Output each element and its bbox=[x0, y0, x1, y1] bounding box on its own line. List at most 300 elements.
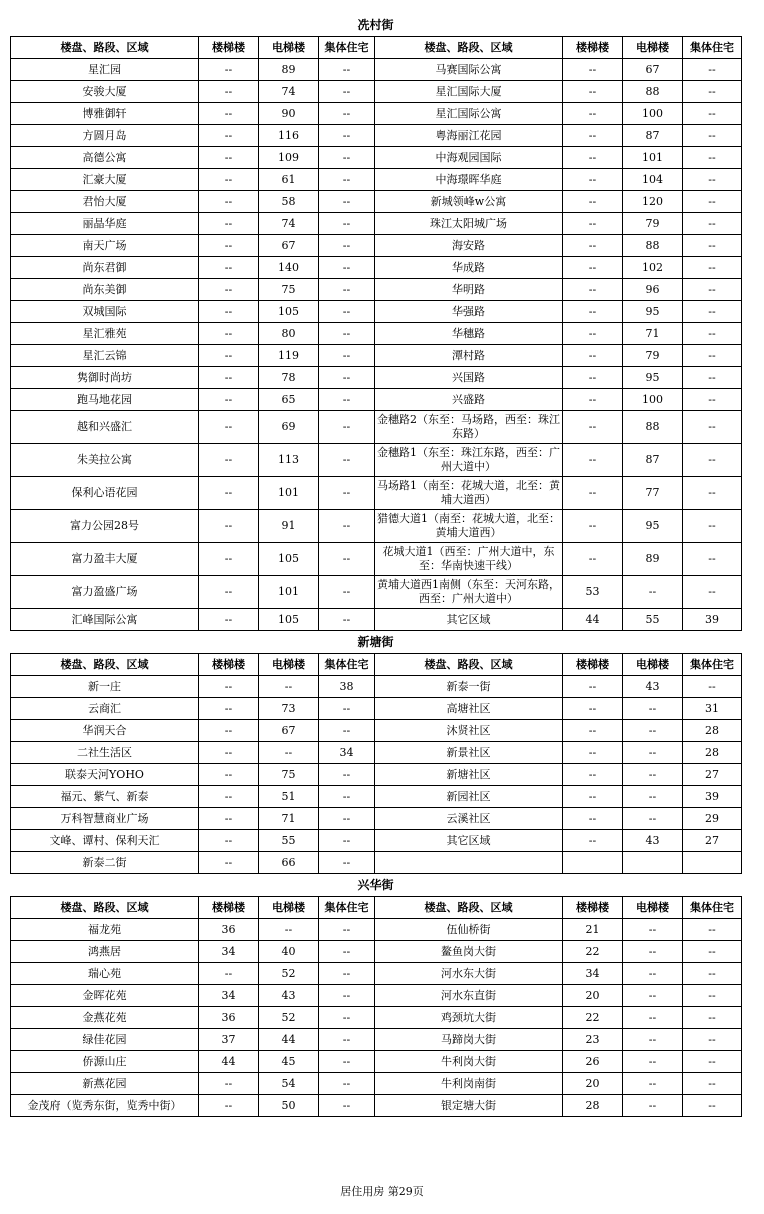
location-cell: 马赛国际公寓 bbox=[375, 59, 563, 81]
price-cell: -- bbox=[563, 786, 623, 808]
price-cell: 37 bbox=[199, 1029, 259, 1051]
price-cell: -- bbox=[623, 786, 683, 808]
price-cell: 52 bbox=[259, 963, 319, 985]
location-cell: 尚东君御 bbox=[11, 257, 199, 279]
location-cell: 新城领峰w公寓 bbox=[375, 191, 563, 213]
price-cell: 91 bbox=[259, 510, 319, 543]
column-header: 楼梯楼 bbox=[199, 897, 259, 919]
price-cell: -- bbox=[623, 720, 683, 742]
section-xintang bbox=[10, 631, 741, 874]
column-header: 电梯楼 bbox=[623, 897, 683, 919]
location-cell: 跑马地花园 bbox=[11, 389, 199, 411]
location-cell: 侨源山庄 bbox=[11, 1051, 199, 1073]
price-cell: 34 bbox=[563, 963, 623, 985]
price-cell: -- bbox=[199, 444, 259, 477]
price-cell: 67 bbox=[259, 235, 319, 257]
price-cell: 95 bbox=[623, 367, 683, 389]
price-cell: -- bbox=[563, 543, 623, 576]
table-row bbox=[11, 676, 742, 698]
table-row bbox=[11, 1051, 742, 1073]
price-cell: 53 bbox=[563, 576, 623, 609]
price-cell: -- bbox=[199, 764, 259, 786]
location-cell: 君怡大厦 bbox=[11, 191, 199, 213]
price-cell: 71 bbox=[623, 323, 683, 345]
location-cell: 河水东大街 bbox=[375, 963, 563, 985]
price-cell: -- bbox=[683, 81, 742, 103]
price-cell: -- bbox=[623, 941, 683, 963]
price-cell: -- bbox=[319, 367, 375, 389]
price-cell: 140 bbox=[259, 257, 319, 279]
location-cell: 瑞心苑 bbox=[11, 963, 199, 985]
table-row bbox=[11, 279, 742, 301]
price-cell: -- bbox=[563, 103, 623, 125]
price-cell: -- bbox=[319, 852, 375, 874]
price-cell: -- bbox=[199, 676, 259, 698]
price-cell: -- bbox=[563, 764, 623, 786]
price-cell: -- bbox=[319, 323, 375, 345]
location-cell: 新泰一街 bbox=[375, 676, 563, 698]
price-cell: 28 bbox=[683, 742, 742, 764]
price-cell: 27 bbox=[683, 764, 742, 786]
location-cell: 汇豪大厦 bbox=[11, 169, 199, 191]
location-cell: 金穗路1（东至：珠江东路，西至：广州大道中） bbox=[375, 444, 563, 477]
location-cell: 福龙苑 bbox=[11, 919, 199, 941]
location-cell: 富力公园28号 bbox=[11, 510, 199, 543]
price-cell: 44 bbox=[563, 609, 623, 631]
price-cell: -- bbox=[683, 1007, 742, 1029]
price-cell: 95 bbox=[623, 510, 683, 543]
location-cell: 其它区域 bbox=[375, 830, 563, 852]
price-cell: -- bbox=[623, 764, 683, 786]
location-cell: 博雅御轩 bbox=[11, 103, 199, 125]
price-cell: -- bbox=[199, 576, 259, 609]
price-cell: 88 bbox=[623, 235, 683, 257]
price-cell: -- bbox=[319, 147, 375, 169]
price-cell: 101 bbox=[623, 147, 683, 169]
price-cell: -- bbox=[199, 786, 259, 808]
price-cell: -- bbox=[199, 411, 259, 444]
price-cell: -- bbox=[683, 444, 742, 477]
table-row bbox=[11, 301, 742, 323]
price-cell: 96 bbox=[623, 279, 683, 301]
price-cell: 55 bbox=[259, 830, 319, 852]
price-cell: 58 bbox=[259, 191, 319, 213]
price-cell: 95 bbox=[623, 301, 683, 323]
column-header: 集体住宅 bbox=[683, 37, 742, 59]
column-header: 集体住宅 bbox=[683, 654, 742, 676]
location-cell: 绿佳花园 bbox=[11, 1029, 199, 1051]
column-header: 电梯楼 bbox=[259, 897, 319, 919]
price-cell: -- bbox=[683, 576, 742, 609]
location-cell: 花城大道1（西至：广州大道中，东至：华南快速干线） bbox=[375, 543, 563, 576]
location-cell: 华强路 bbox=[375, 301, 563, 323]
price-cell: -- bbox=[683, 59, 742, 81]
price-cell: -- bbox=[259, 919, 319, 941]
price-cell: -- bbox=[199, 235, 259, 257]
location-cell: 马场路1（南至：花城大道，北至：黄埔大道西） bbox=[375, 477, 563, 510]
price-cell: 21 bbox=[563, 919, 623, 941]
column-header: 集体住宅 bbox=[319, 897, 375, 919]
column-header: 楼梯楼 bbox=[199, 654, 259, 676]
price-cell bbox=[623, 852, 683, 874]
price-cell: 87 bbox=[623, 125, 683, 147]
price-cell: -- bbox=[683, 147, 742, 169]
location-cell: 其它区域 bbox=[375, 609, 563, 631]
price-cell: -- bbox=[563, 367, 623, 389]
location-cell: 云商汇 bbox=[11, 698, 199, 720]
location-cell: 海安路 bbox=[375, 235, 563, 257]
table-row bbox=[11, 235, 742, 257]
price-cell: -- bbox=[683, 510, 742, 543]
price-cell: -- bbox=[199, 720, 259, 742]
price-cell: -- bbox=[563, 389, 623, 411]
price-cell: -- bbox=[319, 720, 375, 742]
location-cell: 兴盛路 bbox=[375, 389, 563, 411]
location-cell: 双城国际 bbox=[11, 301, 199, 323]
price-cell: 28 bbox=[683, 720, 742, 742]
price-cell: 55 bbox=[623, 609, 683, 631]
price-cell: 104 bbox=[623, 169, 683, 191]
table-row bbox=[11, 81, 742, 103]
location-cell: 华穗路 bbox=[375, 323, 563, 345]
table-row bbox=[11, 345, 742, 367]
location-cell: 福元、紫气、新泰 bbox=[11, 786, 199, 808]
price-cell: 34 bbox=[199, 985, 259, 1007]
price-cell: -- bbox=[199, 103, 259, 125]
table-row bbox=[11, 609, 742, 631]
price-cell: -- bbox=[563, 444, 623, 477]
price-cell: 40 bbox=[259, 941, 319, 963]
table-row bbox=[11, 191, 742, 213]
price-cell: -- bbox=[199, 1073, 259, 1095]
price-cell: 88 bbox=[623, 411, 683, 444]
price-cell: 73 bbox=[259, 698, 319, 720]
price-cell: -- bbox=[199, 345, 259, 367]
location-cell: 鸿燕居 bbox=[11, 941, 199, 963]
price-cell: 69 bbox=[259, 411, 319, 444]
table-row bbox=[11, 1095, 742, 1117]
price-cell: 77 bbox=[623, 477, 683, 510]
price-cell: -- bbox=[683, 477, 742, 510]
location-cell: 富力盈丰大厦 bbox=[11, 543, 199, 576]
column-header: 楼盘、路段、区域 bbox=[375, 897, 563, 919]
price-cell: -- bbox=[199, 301, 259, 323]
price-cell: -- bbox=[319, 103, 375, 125]
column-header: 楼盘、路段、区域 bbox=[375, 37, 563, 59]
price-cell: -- bbox=[319, 543, 375, 576]
location-cell: 华明路 bbox=[375, 279, 563, 301]
price-cell: -- bbox=[319, 125, 375, 147]
price-cell: 67 bbox=[259, 720, 319, 742]
price-cell: -- bbox=[199, 852, 259, 874]
price-cell: -- bbox=[563, 510, 623, 543]
price-cell: -- bbox=[623, 1051, 683, 1073]
price-cell: 87 bbox=[623, 444, 683, 477]
table-row bbox=[11, 543, 742, 576]
price-cell: -- bbox=[683, 345, 742, 367]
table-row bbox=[11, 411, 742, 444]
table-row bbox=[11, 963, 742, 985]
price-cell: -- bbox=[319, 919, 375, 941]
location-cell: 新泰二街 bbox=[11, 852, 199, 874]
location-cell: 银定塘大街 bbox=[375, 1095, 563, 1117]
price-cell: -- bbox=[683, 169, 742, 191]
price-cell: -- bbox=[683, 543, 742, 576]
location-cell: 新燕花园 bbox=[11, 1073, 199, 1095]
table-row bbox=[11, 103, 742, 125]
location-cell: 汇峰国际公寓 bbox=[11, 609, 199, 631]
section-title: 新塘街 bbox=[357, 635, 394, 649]
price-cell: 22 bbox=[563, 1007, 623, 1029]
table-row bbox=[11, 764, 742, 786]
column-header: 楼梯楼 bbox=[199, 37, 259, 59]
price-cell: -- bbox=[199, 213, 259, 235]
location-cell: 潭村路 bbox=[375, 345, 563, 367]
location-cell: 丽晶华庭 bbox=[11, 213, 199, 235]
location-cell: 马蹄岗大街 bbox=[375, 1029, 563, 1051]
section-title: 冼村街 bbox=[357, 18, 394, 32]
price-cell: -- bbox=[563, 59, 623, 81]
price-cell: -- bbox=[623, 985, 683, 1007]
column-header: 集体住宅 bbox=[319, 37, 375, 59]
price-cell: 74 bbox=[259, 213, 319, 235]
price-cell: -- bbox=[319, 279, 375, 301]
column-header: 楼梯楼 bbox=[563, 897, 623, 919]
price-cell: 101 bbox=[259, 576, 319, 609]
price-cell: -- bbox=[319, 576, 375, 609]
price-cell: 75 bbox=[259, 764, 319, 786]
price-cell: -- bbox=[563, 411, 623, 444]
column-header: 楼盘、路段、区域 bbox=[11, 37, 199, 59]
price-cell: -- bbox=[563, 830, 623, 852]
price-cell: -- bbox=[319, 808, 375, 830]
price-table bbox=[10, 653, 742, 874]
location-cell: 金晖花苑 bbox=[11, 985, 199, 1007]
price-cell: 20 bbox=[563, 1073, 623, 1095]
table-row bbox=[11, 720, 742, 742]
page-footer: 居住用房 第29页 bbox=[340, 1185, 424, 1198]
table-row bbox=[11, 213, 742, 235]
table-row bbox=[11, 477, 742, 510]
price-cell: 101 bbox=[259, 477, 319, 510]
location-cell: 二社生活区 bbox=[11, 742, 199, 764]
price-cell bbox=[683, 852, 742, 874]
price-cell: -- bbox=[623, 1095, 683, 1117]
price-cell: -- bbox=[199, 609, 259, 631]
price-cell: 50 bbox=[259, 1095, 319, 1117]
price-cell: -- bbox=[563, 147, 623, 169]
price-cell: -- bbox=[563, 301, 623, 323]
location-cell: 联泰天河YOHO bbox=[11, 764, 199, 786]
price-cell: -- bbox=[199, 323, 259, 345]
price-cell: 43 bbox=[259, 985, 319, 1007]
price-cell: -- bbox=[319, 963, 375, 985]
price-cell: 119 bbox=[259, 345, 319, 367]
price-cell: -- bbox=[319, 444, 375, 477]
location-cell: 云溪社区 bbox=[375, 808, 563, 830]
price-cell: -- bbox=[199, 169, 259, 191]
price-cell: -- bbox=[199, 191, 259, 213]
price-cell: -- bbox=[563, 169, 623, 191]
document-body bbox=[10, 14, 741, 1117]
table-row bbox=[11, 786, 742, 808]
location-cell: 金燕花苑 bbox=[11, 1007, 199, 1029]
price-cell: 105 bbox=[259, 609, 319, 631]
table-row bbox=[11, 808, 742, 830]
table-row bbox=[11, 576, 742, 609]
price-cell: 34 bbox=[199, 941, 259, 963]
price-table bbox=[10, 36, 742, 631]
table-row bbox=[11, 1029, 742, 1051]
table-row bbox=[11, 147, 742, 169]
price-cell: -- bbox=[199, 147, 259, 169]
location-cell: 鳌鱼岗大街 bbox=[375, 941, 563, 963]
price-cell: 100 bbox=[623, 103, 683, 125]
location-cell: 新景社区 bbox=[375, 742, 563, 764]
price-cell: -- bbox=[563, 213, 623, 235]
column-header: 电梯楼 bbox=[259, 37, 319, 59]
price-cell: -- bbox=[199, 257, 259, 279]
price-cell: -- bbox=[259, 676, 319, 698]
table-row bbox=[11, 257, 742, 279]
price-cell: -- bbox=[319, 941, 375, 963]
location-cell: 中海观园国际 bbox=[375, 147, 563, 169]
price-cell: -- bbox=[563, 720, 623, 742]
price-cell: -- bbox=[319, 1007, 375, 1029]
price-cell: -- bbox=[563, 345, 623, 367]
price-cell: -- bbox=[319, 59, 375, 81]
price-cell: -- bbox=[563, 742, 623, 764]
location-cell: 方圆月岛 bbox=[11, 125, 199, 147]
price-cell: 90 bbox=[259, 103, 319, 125]
price-cell: 71 bbox=[259, 808, 319, 830]
price-cell: -- bbox=[563, 279, 623, 301]
price-cell: 38 bbox=[319, 676, 375, 698]
location-cell: 富力盈盛广场 bbox=[11, 576, 199, 609]
price-cell: -- bbox=[623, 1007, 683, 1029]
price-cell: -- bbox=[623, 742, 683, 764]
price-cell: -- bbox=[683, 985, 742, 1007]
table-row bbox=[11, 510, 742, 543]
table-row bbox=[11, 698, 742, 720]
price-cell: 45 bbox=[259, 1051, 319, 1073]
price-cell: -- bbox=[623, 576, 683, 609]
table-row bbox=[11, 1073, 742, 1095]
price-cell: -- bbox=[319, 389, 375, 411]
price-cell: 44 bbox=[259, 1029, 319, 1051]
price-cell: 79 bbox=[623, 213, 683, 235]
price-cell: 102 bbox=[623, 257, 683, 279]
location-cell: 朱美拉公寓 bbox=[11, 444, 199, 477]
price-cell: -- bbox=[199, 367, 259, 389]
price-cell: -- bbox=[319, 1073, 375, 1095]
location-cell: 保利心语花园 bbox=[11, 477, 199, 510]
price-cell: -- bbox=[683, 367, 742, 389]
price-cell: -- bbox=[319, 169, 375, 191]
price-cell: 61 bbox=[259, 169, 319, 191]
price-cell: -- bbox=[623, 963, 683, 985]
price-cell: -- bbox=[319, 1029, 375, 1051]
price-cell: 20 bbox=[563, 985, 623, 1007]
header-row bbox=[11, 654, 742, 676]
price-cell: 65 bbox=[259, 389, 319, 411]
header-row bbox=[11, 897, 742, 919]
price-cell: -- bbox=[199, 125, 259, 147]
price-cell: 52 bbox=[259, 1007, 319, 1029]
price-cell: -- bbox=[623, 808, 683, 830]
price-cell: 88 bbox=[623, 81, 683, 103]
price-cell: -- bbox=[563, 676, 623, 698]
price-cell: -- bbox=[563, 477, 623, 510]
price-cell: -- bbox=[623, 698, 683, 720]
price-cell: -- bbox=[683, 103, 742, 125]
location-cell: 新园社区 bbox=[375, 786, 563, 808]
price-cell: -- bbox=[319, 830, 375, 852]
price-cell: -- bbox=[683, 323, 742, 345]
price-cell: -- bbox=[199, 59, 259, 81]
price-cell: -- bbox=[683, 963, 742, 985]
price-cell: 120 bbox=[623, 191, 683, 213]
location-cell: 万科智慧商业广场 bbox=[11, 808, 199, 830]
price-cell: -- bbox=[563, 323, 623, 345]
price-cell: 109 bbox=[259, 147, 319, 169]
price-cell: -- bbox=[563, 81, 623, 103]
price-cell: 116 bbox=[259, 125, 319, 147]
table-row bbox=[11, 985, 742, 1007]
table-row bbox=[11, 1007, 742, 1029]
price-cell: -- bbox=[683, 235, 742, 257]
table-row bbox=[11, 742, 742, 764]
price-cell: -- bbox=[683, 1095, 742, 1117]
price-cell: -- bbox=[319, 81, 375, 103]
price-cell: 89 bbox=[623, 543, 683, 576]
price-cell: -- bbox=[199, 742, 259, 764]
price-cell: -- bbox=[199, 279, 259, 301]
table-row bbox=[11, 367, 742, 389]
price-cell: -- bbox=[199, 1095, 259, 1117]
price-cell: -- bbox=[683, 191, 742, 213]
location-cell: 黄埔大道西1南侧（东至：天河东路，西至：广州大道中） bbox=[375, 576, 563, 609]
price-cell: -- bbox=[319, 1095, 375, 1117]
price-cell: -- bbox=[319, 213, 375, 235]
location-cell: 星汇国际公寓 bbox=[375, 103, 563, 125]
price-table bbox=[10, 896, 742, 1117]
location-cell bbox=[375, 852, 563, 874]
price-cell: -- bbox=[319, 411, 375, 444]
price-cell: -- bbox=[319, 345, 375, 367]
price-cell: -- bbox=[319, 235, 375, 257]
price-cell: 36 bbox=[199, 1007, 259, 1029]
price-cell: -- bbox=[319, 510, 375, 543]
location-cell: 中海璟晖华庭 bbox=[375, 169, 563, 191]
price-cell: -- bbox=[563, 698, 623, 720]
column-header: 集体住宅 bbox=[683, 897, 742, 919]
location-cell: 猎德大道1（南至：花城大道，北至：黄埔大道西） bbox=[375, 510, 563, 543]
price-cell: 80 bbox=[259, 323, 319, 345]
price-cell: 39 bbox=[683, 609, 742, 631]
price-cell: 43 bbox=[623, 676, 683, 698]
location-cell: 金茂府（览秀东街，览秀中街） bbox=[11, 1095, 199, 1117]
location-cell: 越和兴盛汇 bbox=[11, 411, 199, 444]
price-cell: 105 bbox=[259, 301, 319, 323]
price-cell: -- bbox=[563, 125, 623, 147]
column-header: 楼盘、路段、区域 bbox=[375, 654, 563, 676]
price-cell: 43 bbox=[623, 830, 683, 852]
price-cell: -- bbox=[563, 191, 623, 213]
price-cell: 39 bbox=[683, 786, 742, 808]
price-cell: 75 bbox=[259, 279, 319, 301]
price-cell: -- bbox=[683, 257, 742, 279]
